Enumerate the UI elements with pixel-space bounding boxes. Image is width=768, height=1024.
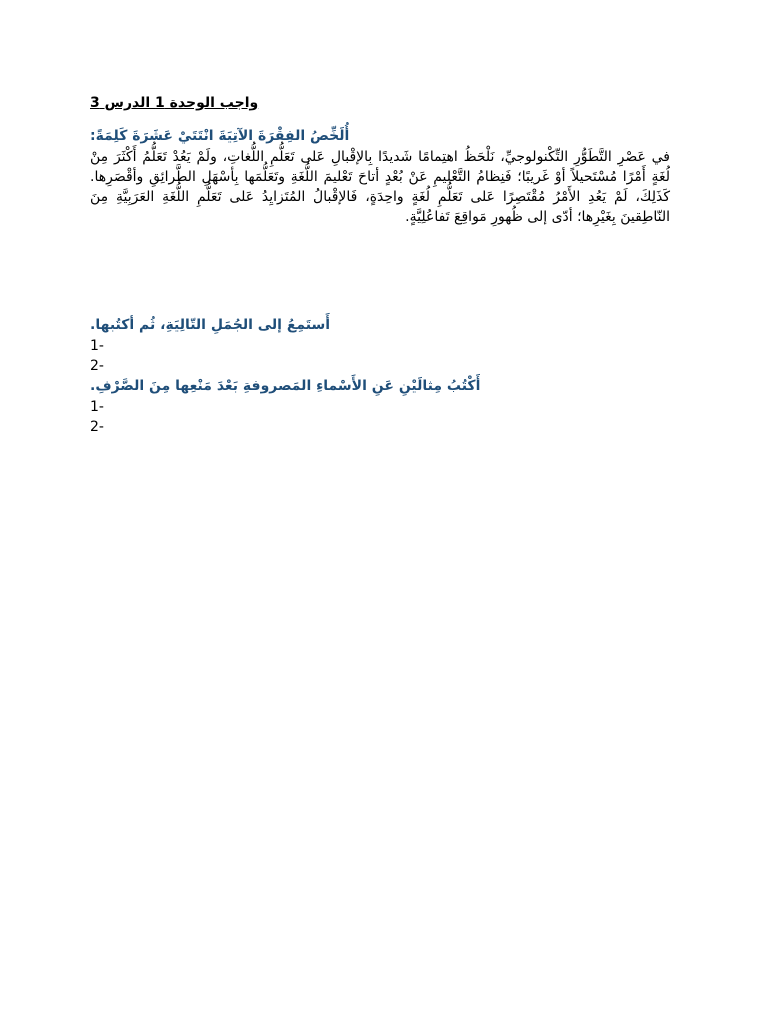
document-title: واجب الوحدة 1 الدرس 3 [90,95,259,111]
answer-line-2: 2- [90,358,104,374]
examples-task-heading: أَكْتُبُ مِثالَيْنِ عَنِ الأَسْماءِ المَصروفةِ بَعْدَ مَنْعِها مِنَ الصَّرْفِ. [90,378,481,394]
summary-task-heading: أُلَخِّصُ الفِقْرَةَ الآتِيَةَ انْتَتَيْ عَشَرَةَ كَلِمَةً: [90,128,350,144]
dictation-task-heading: أَستَمِعُ إلى الجُمَلِ التّالِيَةِ، ثُم أكتُبها. [90,317,331,333]
answer-line-2: 2- [90,419,104,435]
summary-paragraph: في عَصْرِ التَّطَوُّرِ التِّكْنولوجيِّ، نَلْحَظُ اهتِمامًا شَديدًا بِالإقْبالِ عَلى تَعَلُّمِ اللُّغاتِ، ولَمْ يَعُدْ تَعَلُّمُ أَكْثَرَ مِنْ لُغَةٍ أَمْرًا مُسْتَحيلاً أوْ غَريبًا؛ فَنِظامُ التَّعْليمِ عَنْ بُعْدٍ أتاحَ تَعْليمَ اللُّغَةِ وتَعَلُّمَها بِأسْهَلِ الطَّرائِقِ وأقْصَرِها. كَذَلِكَ، لَمْ يَعُدِ الأَمْرُ مُقْتَصِرًا عَلى تَعَلُّمِ لُغَةٍ واحِدَةٍ، فَالإقْبالُ المُتَزايِدُ عَلى تَعَلُّمِ اللُّغَةِ العَرَبِيَّةِ مِنَ النّاطِقينَ بِغَيْرِها؛ أدّى إلى ظُهورِ مَواقِعَ تَفاعُلِيَّةٍ. [90,149,670,225]
document-page [90,92,670,437]
answer-line-1: 1- [90,338,104,354]
answer-line-1: 1- [90,399,104,415]
